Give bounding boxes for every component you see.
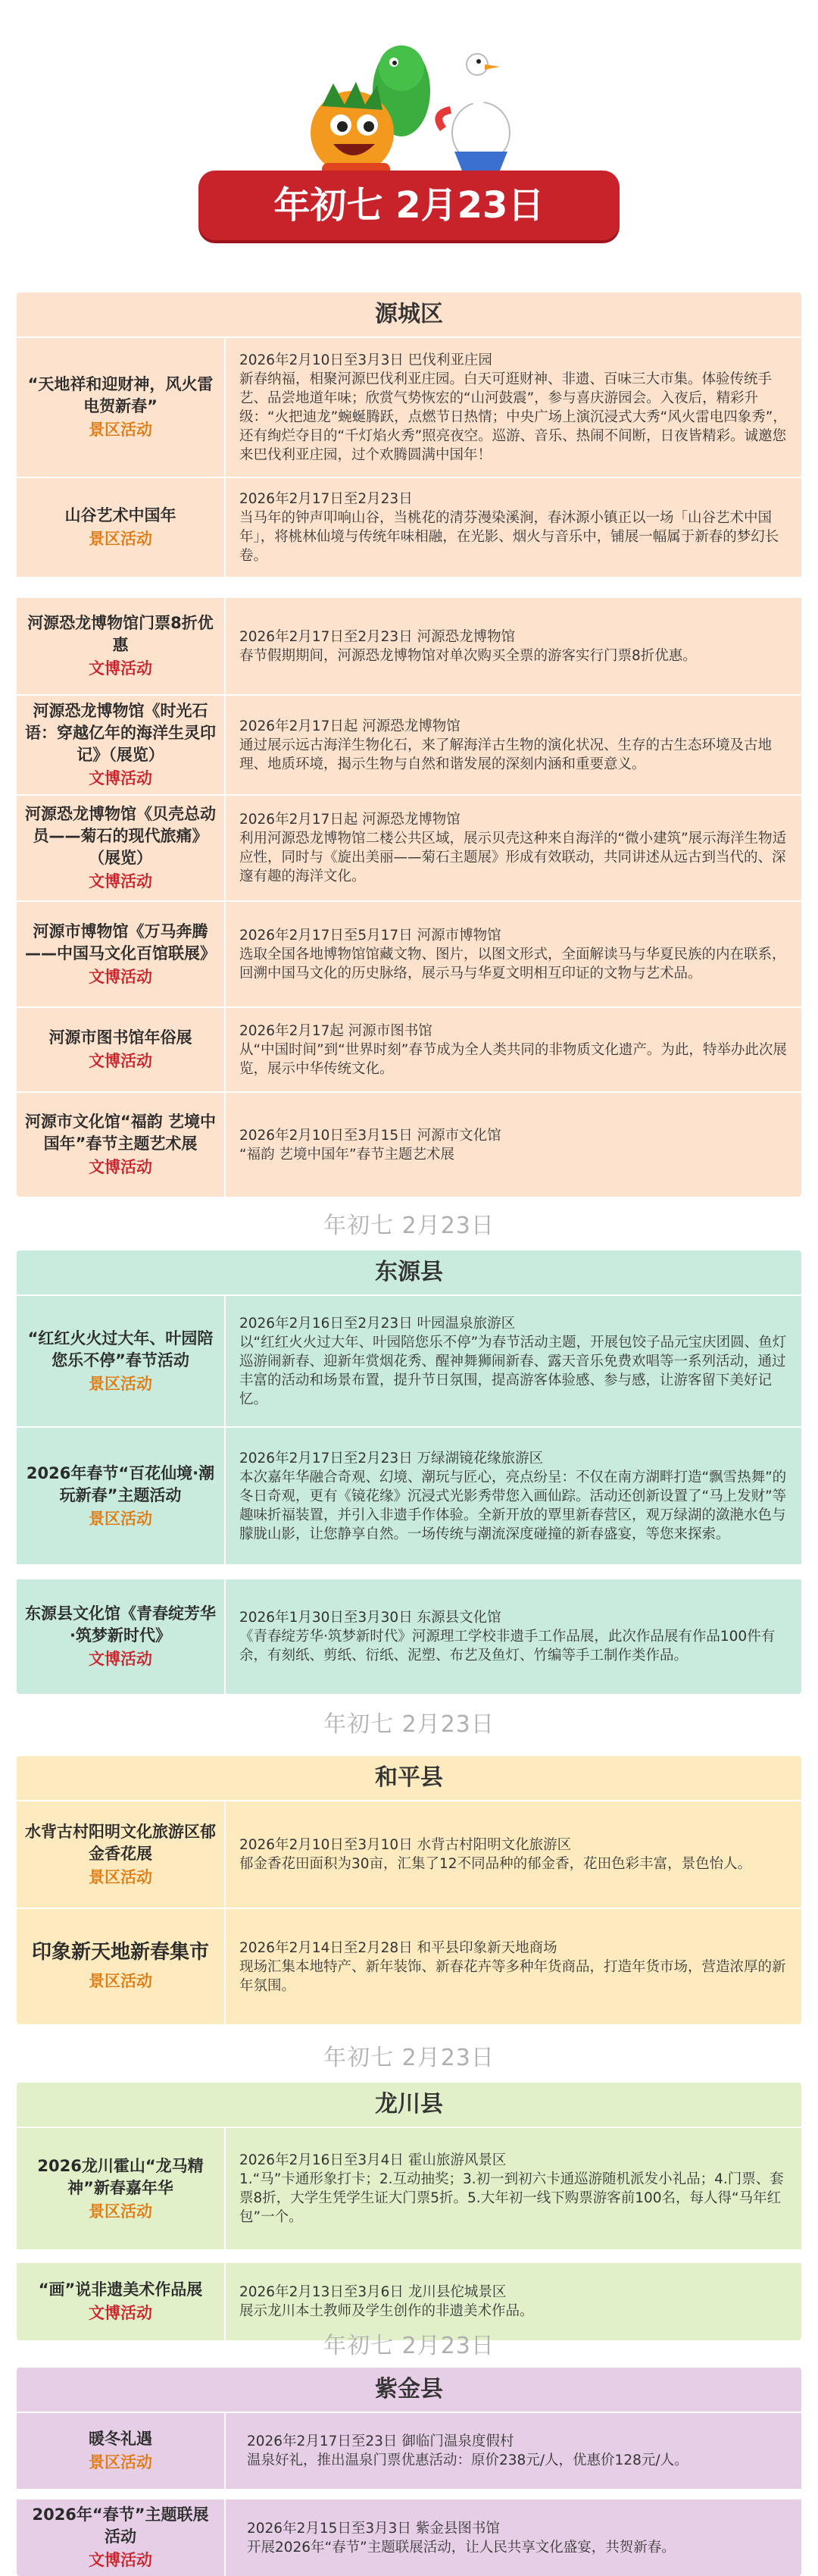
event-tag: 景区活动	[89, 2453, 152, 2471]
event-name: 河源恐龙博物馆门票8折优惠	[27, 614, 214, 654]
event-tag: 景区活动	[89, 1374, 152, 1393]
event-row	[17, 1008, 801, 1091]
event-row	[17, 1093, 801, 1197]
event-row	[17, 2128, 801, 2249]
event-desc: 2026年2月16日至3月4日 霍山旅游风景区 1.“马”卡通形象打卡；2.互动抽奖；3.初一到初六卡通巡游随机派发小礼品；4.门票、套票8折，大学生凭学生证大门票5折。5.大年初一线下购票游客前100名，每人得“马年红包”一个。	[239, 2152, 784, 2225]
event-tag: 景区活动	[89, 2202, 152, 2221]
event-tag: 文博活动	[89, 769, 152, 787]
section-title: 和平县	[375, 1764, 443, 1791]
event-row	[17, 1801, 801, 1908]
event-desc: 2026年2月10日至3月15日 河源市文化馆 “福韵 艺境中国年”春节主题艺术展	[239, 1127, 501, 1163]
event-name: “天地祥和迎财神，风火雷电贺新春”	[27, 375, 214, 415]
section-zijin	[17, 2368, 801, 2576]
date-divider: 年初七 2月23日	[323, 1213, 495, 1239]
event-row	[17, 696, 801, 794]
event-desc: 2026年2月10日至3月3日 巴伐利亚庄园 新春纳福，相聚河源巴伐利亚庄园。白天可逛财神、非遗、百味三大市集。体验传统手艺、品尝地道年味；欣赏气势恢宏的“山河鼓震”，参与喜庆游园会。入夜后，精彩升级：“火把迪龙”蜿蜒腾跃，点燃节日热情；中央广场上演沉浸式大秀“风火雷电四象秀”，还有绚烂夺目的“千灯焰火秀”照亮夜空。巡游、音乐、热闹不间断，日夜皆精彩。诚邀您来巴伐利亚庄园，过个欢腾圆满中国年！	[239, 352, 787, 463]
event-name: 印象新天地新春集市	[31, 1941, 209, 1964]
event-row	[17, 2499, 801, 2576]
event-desc: 2026年2月15日至3月3日 紫金县图书馆 开展2026年“春节”主题联展活动，让人民共享文化盛宴，共贺新春。	[247, 2520, 676, 2556]
event-name: 河源市图书馆年俗展	[48, 1028, 192, 1047]
event-row	[17, 478, 801, 577]
event-name: 山谷艺术中国年	[64, 506, 176, 524]
event-tag: 文博活动	[89, 967, 152, 986]
event-name: 暖冬礼遇	[89, 2430, 152, 2448]
event-row	[17, 1579, 801, 1694]
section-yuancheng	[17, 293, 801, 1197]
section-title: 东源县	[375, 1259, 443, 1285]
event-tag: 文博活动	[89, 1158, 152, 1176]
date-divider: 年初七 2月23日	[323, 1711, 495, 1738]
event-tag: 景区活动	[89, 1509, 152, 1528]
event-desc: 2026年2月14日至2月28日 和平县印象新天地商场 现场汇集本地特产、新年装饰、新春花卉等多种年货商品，打造年货市场，营造浓厚的新年氛围。	[239, 1939, 786, 1994]
event-desc: 2026年2月17日至23日 御临门温泉度假村 温泉好礼，推出温泉门票优惠活动：原价238元/人，优惠价128元/人。	[247, 2434, 688, 2468]
event-name: 河源恐龙博物馆《贝壳总动员——菊石的现代旅痛》（展览）	[25, 805, 216, 867]
section-title: 源城区	[375, 301, 443, 327]
event-row	[17, 1296, 801, 1426]
event-tag: 景区活动	[89, 1972, 152, 1990]
event-desc: 2026年2月17起 河源市图书馆 从“中国时间”到“世界时刻”春节成为全人类共同的非物质文化遗产。为此，特举办此次展览，展示中华传统文化。	[239, 1022, 787, 1077]
section-dongyuan	[17, 1250, 801, 1694]
event-desc: 2026年2月17日起 河源恐龙博物馆 利用河源恐龙博物馆二楼公共区域，展示贝壳这种来自海洋的“微小建筑”展示海洋生物适应性，同时与《旋出美丽——菊石主题展》形成有效联动，共同讲述从远古到当代的、深邃有趣的海洋文化。	[239, 812, 787, 884]
event-tag: 景区活动	[89, 530, 152, 548]
section-title: 紫金县	[375, 2376, 443, 2402]
event-row	[17, 1428, 801, 1564]
date-divider: 年初七 2月23日	[323, 2333, 495, 2359]
event-name: 河源恐龙博物馆《时光石语：穿越亿年的海洋生灵印记》（展览）	[25, 702, 216, 764]
event-tag: 文博活动	[89, 1650, 152, 1668]
dinosaur-mascot-illustration	[280, 38, 538, 182]
event-tag: 文博活动	[89, 659, 152, 678]
event-desc: 2026年2月16日至2月23日 叶园温泉旅游区 以“红红火火过大年、叶园陪您乐不停”为春节活动主题，开展包饺子品元宝庆团圆、鱼灯巡游闹新春、迎新年赏烟花秀、醒神舞狮闹新春、露天音乐免费欢唱等一系列活动，通过丰富的活动和场景布置，提升节日氛围，提高游客体验感、参与感，让游客留下美好记忆。	[239, 1315, 787, 1407]
event-name: 东源县文化馆《青春绽芳华·筑梦新时代》	[25, 1604, 216, 1645]
date-divider: 年初七 2月23日	[323, 2045, 495, 2071]
event-desc: 2026年2月17日起 河源恐龙博物馆 通过展示远古海洋生物化石，来了解海洋古生物的演化状况、生存的古生态环境及古地理、地质环境，揭示生物与自然和谐发展的深刻内涵和重要意义。	[239, 718, 773, 772]
event-desc: 2026年2月17日至2月23日 河源恐龙博物馆 春节假期期间，河源恐龙博物馆对单次购买全票的游客实行门票8折优惠。	[239, 628, 697, 664]
section-title: 龙川县	[375, 2091, 443, 2117]
event-desc: 2026年2月10日至3月10日 水背古村阳明文化旅游区 郁金香花田面积为30亩，汇集了12不同品种的郁金香，花田色彩丰富，景色怡人。	[239, 1837, 752, 1872]
event-desc: 2026年1月30日至3月30日 东源县文化馆 《青春绽芳华·筑梦新时代》河源理工学校非遗手工作品展，此次作品展有作品100件有余，有刻纸、剪纸、衍纸、泥塑、布艺及鱼灯、竹编等手工制作类作品。	[239, 1610, 776, 1664]
event-name: 2026年春节“百花仙境·潮玩新春”主题活动	[26, 1463, 215, 1504]
event-name: “画”说非遗美术作品展	[38, 2280, 203, 2299]
event-tag: 文博活动	[89, 872, 152, 890]
event-name: 水背古村阳明文化旅游区郁金香花展	[25, 1822, 216, 1863]
section-heping	[17, 1756, 801, 2024]
event-row	[17, 598, 801, 694]
event-name: “红红火火过大年、叶园陪您乐不停”春节活动	[27, 1329, 214, 1369]
event-row	[17, 796, 801, 900]
event-name: 河源市文化馆“福韵 艺境中国年”春节主题艺术展	[24, 1113, 217, 1153]
event-tag: 文博活动	[89, 1052, 152, 1070]
event-tag: 景区活动	[89, 1867, 152, 1886]
event-desc: 2026年2月17日至2月23日 当马年的钟声叩响山谷，当桃花的清芬漫染溪涧，春沐源小镇正以一场「山谷艺术中国年」，将桃林仙境与传统年味相融，在光影、烟火与音乐中，铺展一幅属于新春的梦幻长卷。	[239, 491, 779, 564]
event-row	[17, 902, 801, 1006]
event-tag: 文博活动	[89, 2551, 152, 2569]
event-tag: 景区活动	[89, 421, 152, 439]
event-desc: 2026年2月17日至5月17日 河源市博物馆 选取全国各地博物馆馆藏文物、图片，以图文形式，全面解读马与华夏民族的内在联系，回溯中国马文化的历史脉络，展示马与华夏文明相互印证的文物与艺术品。	[239, 927, 786, 981]
event-row	[17, 2413, 801, 2489]
event-name: 2026年“春节”主题联展活动	[32, 2506, 209, 2546]
event-desc: 2026年2月13日至3月6日 龙川县佗城景区 展示龙川本土教师及学生创作的非遗美术作品。	[239, 2284, 534, 2319]
event-name: 2026龙川霍山“龙马精神”新春嘉年华	[37, 2156, 204, 2197]
event-row	[17, 1909, 801, 2024]
event-tag: 文博活动	[89, 2304, 152, 2322]
event-name: 河源市博物馆《万马奔腾——中国马文化百馆联展》	[25, 922, 216, 962]
event-row	[17, 338, 801, 477]
date-banner: 年初七 2月23日	[198, 171, 620, 240]
section-longchuan	[17, 2083, 801, 2340]
event-desc: 2026年2月17日至2月23日 万绿湖镜花缘旅游区 本次嘉年华融合奇观、幻境、潮玩与匠心，亮点纷呈：不仅在南方湖畔打造“飘雪热舞”的冬日奇观，更有《镜花缘》沉浸式光影秀带您入画仙踪。活动还创新设置了“马上发财”等趣味折福装置，并引入非遗手作体验。全新开放的覃里新春营区，观万绿湖的潋滟水色与朦胧山影，让您静享自然。一场传统与潮流深度碰撞的新春盛宴，等您来探索。	[239, 1450, 787, 1542]
